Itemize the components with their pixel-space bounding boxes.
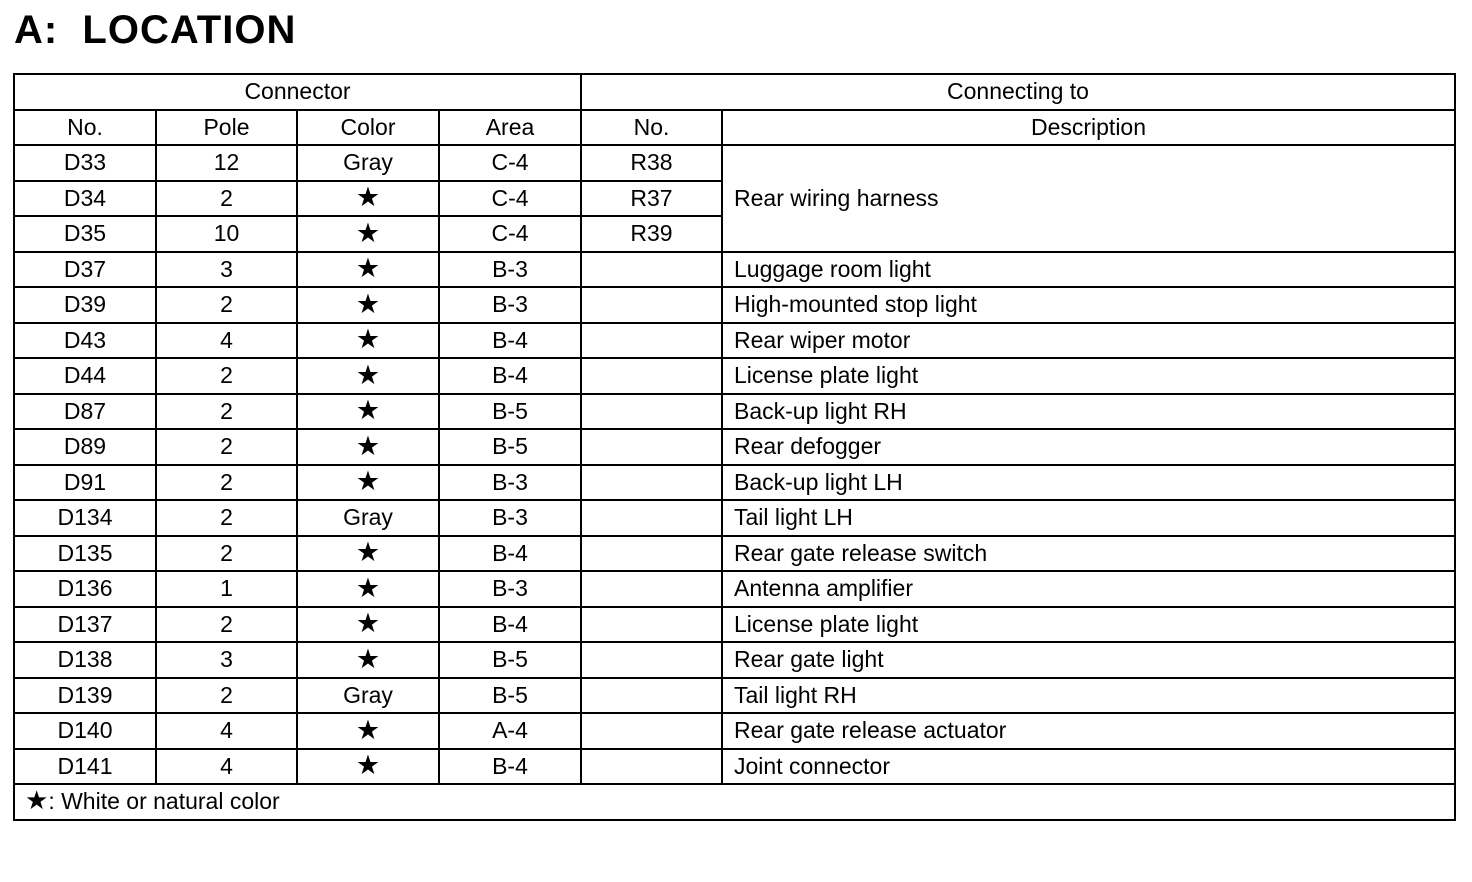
area-cell	[439, 713, 581, 749]
description-cell: Rear wiring harness	[722, 145, 1455, 252]
color-cell	[297, 429, 439, 465]
connector-no-cell-text: D135	[57, 539, 113, 566]
connecting-to-group-header: Connecting to	[581, 74, 1455, 110]
pole-cell-text: 1	[220, 575, 233, 602]
connector-no-cell-text: D87	[63, 397, 107, 424]
table-body	[14, 145, 1455, 784]
connector-no-cell-text: D33	[63, 149, 107, 176]
area-cell-text: C-4	[491, 149, 529, 176]
group-header-row	[14, 74, 1455, 110]
pole-cell	[156, 181, 297, 217]
pole-cell	[156, 252, 297, 288]
table-row	[14, 678, 1455, 714]
connector-no-cell-text: D34	[63, 184, 107, 211]
connecting-no-cell-text: R38	[630, 149, 673, 176]
star-icon: ★	[355, 430, 381, 462]
description-cell: Rear wiper motor	[722, 323, 1455, 359]
table-row	[14, 571, 1455, 607]
color-cell	[297, 678, 439, 714]
description-cell: Luggage room light	[722, 252, 1455, 288]
pole-cell	[156, 607, 297, 643]
area-cell	[439, 429, 581, 465]
connector-no-cell	[14, 287, 156, 323]
table-row	[14, 429, 1455, 465]
star-icon: ★	[355, 466, 381, 498]
connector-no-cell-text: D141	[57, 752, 113, 779]
connecting-no-cell-text: R39	[630, 220, 673, 247]
star-icon: ★	[355, 395, 381, 427]
pole-cell	[156, 358, 297, 394]
color-cell	[297, 394, 439, 430]
color-cell	[297, 500, 439, 536]
connecting-no-cell-text: R37	[630, 184, 673, 211]
connector-no-cell	[14, 500, 156, 536]
pole-cell	[156, 749, 297, 785]
area-cell	[439, 145, 581, 181]
star-icon: ★	[355, 643, 381, 675]
pole-cell-text: 12	[213, 149, 240, 176]
pole-cell-text: 3	[220, 255, 233, 282]
pole-cell	[156, 465, 297, 501]
connector-no-cell-text: D37	[63, 255, 107, 282]
table-row	[14, 607, 1455, 643]
area-cell-text: B-5	[492, 646, 528, 673]
connector-no-cell-text: D89	[63, 433, 107, 460]
connector-no-cell-text: D139	[57, 681, 113, 708]
table-row	[14, 358, 1455, 394]
area-cell	[439, 465, 581, 501]
star-icon: ★	[355, 359, 381, 391]
area-cell-text: B-5	[492, 681, 528, 708]
location-table	[13, 73, 1456, 821]
description-cell: License plate light	[722, 358, 1455, 394]
table-row	[14, 394, 1455, 430]
area-cell-text: B-4	[492, 610, 528, 637]
pole-cell-text: 4	[220, 717, 233, 744]
pole-cell	[156, 145, 297, 181]
connecting-no-cell	[581, 429, 722, 465]
connecting-no-cell	[581, 536, 722, 572]
page-title: A: LOCATION	[14, 8, 297, 52]
connector-no-cell-text: D35	[63, 220, 107, 247]
pole-cell	[156, 287, 297, 323]
connector-no-cell-text: D140	[57, 717, 113, 744]
pole-cell	[156, 642, 297, 678]
connecting-no-cell	[581, 145, 722, 181]
connecting-no-cell	[581, 465, 722, 501]
description-cell: Back-up light RH	[722, 394, 1455, 430]
description-cell: License plate light	[722, 607, 1455, 643]
area-cell-text: B-4	[492, 539, 528, 566]
connecting-no-column-header: No.	[581, 110, 722, 146]
connecting-no-cell	[581, 216, 722, 252]
connector-group-header: Connector	[14, 74, 581, 110]
area-cell-text: B-3	[492, 255, 528, 282]
area-cell-text: C-4	[491, 184, 529, 211]
area-cell	[439, 500, 581, 536]
connecting-no-cell	[581, 607, 722, 643]
area-cell	[439, 571, 581, 607]
connecting-no-cell	[581, 678, 722, 714]
color-cell-text: Gray	[343, 504, 393, 531]
color-cell	[297, 358, 439, 394]
color-cell	[297, 252, 439, 288]
color-cell	[297, 536, 439, 572]
area-cell-text: C-4	[491, 220, 529, 247]
area-cell	[439, 394, 581, 430]
color-column-header: Color	[297, 110, 439, 146]
table-row	[14, 323, 1455, 359]
table-row	[14, 713, 1455, 749]
description-cell: High-mounted stop light	[722, 287, 1455, 323]
connecting-no-cell	[581, 642, 722, 678]
connector-no-cell-text: D91	[63, 468, 107, 495]
connector-no-cell	[14, 394, 156, 430]
star-icon: ★	[355, 182, 381, 214]
color-cell	[297, 145, 439, 181]
star-icon: ★	[355, 608, 381, 640]
pole-cell	[156, 500, 297, 536]
description-cell: Tail light RH	[722, 678, 1455, 714]
table-row	[14, 145, 1455, 181]
connecting-no-cell	[581, 500, 722, 536]
color-cell	[297, 607, 439, 643]
pole-cell	[156, 678, 297, 714]
connecting-no-cell	[581, 394, 722, 430]
area-cell-text: B-3	[492, 468, 528, 495]
no-column-header: No.	[14, 110, 156, 146]
table-row	[14, 465, 1455, 501]
connecting-no-cell	[581, 323, 722, 359]
pole-cell-text: 4	[220, 326, 233, 353]
table-row	[14, 252, 1455, 288]
connector-no-cell	[14, 323, 156, 359]
connector-no-cell	[14, 713, 156, 749]
color-cell	[297, 713, 439, 749]
star-icon: ★	[355, 217, 381, 249]
pole-cell-text: 2	[220, 610, 233, 637]
connector-no-cell-text: D134	[57, 504, 113, 531]
color-cell	[297, 749, 439, 785]
description-cell: Rear defogger	[722, 429, 1455, 465]
connector-no-cell	[14, 216, 156, 252]
connecting-no-cell	[581, 252, 722, 288]
area-cell	[439, 358, 581, 394]
star-icon: ★	[355, 324, 381, 356]
description-cell: Back-up light LH	[722, 465, 1455, 501]
area-cell-text: B-5	[492, 433, 528, 460]
connecting-no-cell	[581, 181, 722, 217]
area-cell	[439, 642, 581, 678]
connector-no-cell	[14, 181, 156, 217]
description-cell: Antenna amplifier	[722, 571, 1455, 607]
color-cell	[297, 465, 439, 501]
star-icon: ★	[355, 537, 381, 569]
pole-cell-text: 3	[220, 646, 233, 673]
connector-no-cell	[14, 749, 156, 785]
color-cell	[297, 216, 439, 252]
connector-no-cell	[14, 607, 156, 643]
color-cell	[297, 642, 439, 678]
description-cell: Joint connector	[722, 749, 1455, 785]
connector-no-cell	[14, 571, 156, 607]
area-column-header: Area	[439, 110, 581, 146]
pole-cell-text: 2	[220, 291, 233, 318]
area-cell	[439, 323, 581, 359]
connector-no-cell	[14, 145, 156, 181]
connecting-no-cell	[581, 749, 722, 785]
star-icon: ★	[355, 572, 381, 604]
table-row	[14, 500, 1455, 536]
connector-no-cell	[14, 678, 156, 714]
area-cell-text: B-3	[492, 504, 528, 531]
star-icon: ★	[355, 288, 381, 320]
color-cell	[297, 571, 439, 607]
area-cell-text: B-3	[492, 575, 528, 602]
pole-column-header: Pole	[156, 110, 297, 146]
pole-cell-text: 2	[220, 468, 233, 495]
pole-cell-text: 2	[220, 397, 233, 424]
area-cell-text: B-4	[492, 326, 528, 353]
area-cell	[439, 749, 581, 785]
area-cell	[439, 216, 581, 252]
connecting-no-cell	[581, 358, 722, 394]
area-cell	[439, 607, 581, 643]
connector-no-cell-text: D138	[57, 646, 113, 673]
color-cell-text: Gray	[343, 149, 393, 176]
connector-no-cell-text: D44	[63, 362, 107, 389]
connector-no-cell	[14, 536, 156, 572]
area-cell-text: B-5	[492, 397, 528, 424]
pole-cell-text: 2	[220, 539, 233, 566]
table-row	[14, 642, 1455, 678]
area-cell	[439, 252, 581, 288]
legend-row	[14, 784, 1455, 820]
pole-cell-text: 2	[220, 362, 233, 389]
star-icon: ★	[355, 714, 381, 746]
connecting-no-cell	[581, 713, 722, 749]
connector-no-cell	[14, 429, 156, 465]
pole-cell	[156, 216, 297, 252]
star-icon: ★	[25, 786, 49, 817]
color-cell	[297, 181, 439, 217]
color-cell-text: Gray	[343, 681, 393, 708]
pole-cell	[156, 713, 297, 749]
description-column-header: Description	[722, 110, 1455, 146]
pole-cell	[156, 571, 297, 607]
legend-cell	[14, 784, 1455, 820]
table-row	[14, 749, 1455, 785]
color-cell	[297, 323, 439, 359]
area-cell-text: A-4	[492, 717, 528, 744]
pole-cell-text: 10	[213, 220, 240, 247]
connector-no-cell	[14, 358, 156, 394]
connector-no-cell	[14, 252, 156, 288]
area-cell-text: B-3	[492, 291, 528, 318]
star-icon: ★	[355, 750, 381, 782]
description-cell: Rear gate release switch	[722, 536, 1455, 572]
area-cell-text: B-4	[492, 362, 528, 389]
pole-cell	[156, 394, 297, 430]
connector-no-cell	[14, 465, 156, 501]
pole-cell	[156, 323, 297, 359]
area-cell	[439, 181, 581, 217]
area-cell	[439, 536, 581, 572]
connector-no-cell-text: D43	[63, 326, 107, 353]
pole-cell	[156, 429, 297, 465]
pole-cell-text: 2	[220, 681, 233, 708]
connecting-no-cell	[581, 287, 722, 323]
color-cell	[297, 287, 439, 323]
column-header-row	[14, 110, 1455, 146]
connector-no-cell-text: D137	[57, 610, 113, 637]
pole-cell-text: 4	[220, 752, 233, 779]
description-cell: Rear gate release actuator	[722, 713, 1455, 749]
area-cell	[439, 287, 581, 323]
connector-no-cell	[14, 642, 156, 678]
connector-no-cell-text: D136	[57, 575, 113, 602]
star-icon: ★	[355, 253, 381, 285]
connector-no-cell-text: D39	[63, 291, 107, 318]
description-cell: Tail light LH	[722, 500, 1455, 536]
pole-cell-text: 2	[220, 433, 233, 460]
area-cell-text: B-4	[492, 752, 528, 779]
legend-text: : White or natural color	[48, 788, 280, 815]
area-cell	[439, 678, 581, 714]
pole-cell-text: 2	[220, 504, 233, 531]
pole-cell	[156, 536, 297, 572]
table-row	[14, 287, 1455, 323]
pole-cell-text: 2	[220, 184, 233, 211]
connecting-no-cell	[581, 571, 722, 607]
description-cell: Rear gate light	[722, 642, 1455, 678]
table-row	[14, 536, 1455, 572]
